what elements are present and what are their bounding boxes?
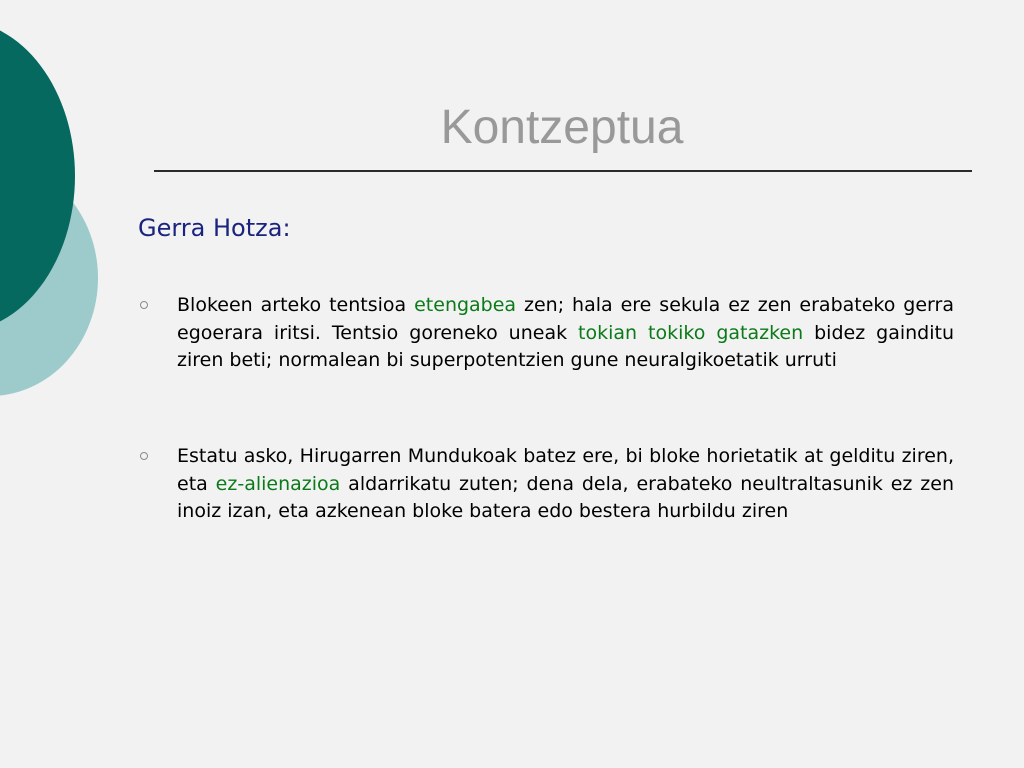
subheading: Gerra Hotza: — [138, 214, 291, 242]
bullet-text — [177, 292, 954, 375]
text-segment: Estatu asko, Hirugarren Mundukoak batez ere, bi bloke horietatik at gelditu ziren, eta — [177, 445, 954, 495]
slide-title: Kontzeptua — [440, 101, 684, 154]
hollow-circle-bullet-icon — [140, 452, 148, 460]
text-segment: zen; hala ere sekula ez zen erabateko gerra egoerara iritsi. Tentsio goreneko uneak — [177, 294, 954, 344]
hollow-circle-bullet-icon — [140, 301, 148, 309]
text-segment: Blokeen arteko tentsioa — [177, 294, 415, 316]
bullet-item — [138, 443, 954, 526]
highlighted-term: etengabea — [414, 294, 517, 316]
bullet-text — [177, 443, 954, 526]
highlighted-term: ez-alienazioa — [215, 472, 341, 495]
bullet-item — [138, 292, 954, 375]
highlighted-term: tokian tokiko gatazken — [578, 321, 804, 344]
text-segment: aldarrikatu zuten; dena dela, erabateko neultraltasunik ez zen inoiz izan, eta azkenean bloke batera edo bestera hurbildu ziren — [177, 472, 954, 522]
text-segment: bidez gainditu ziren beti; normalean bi superpotentzien gune neuralgikoetatik urruti — [177, 321, 954, 371]
title-divider — [154, 170, 972, 172]
